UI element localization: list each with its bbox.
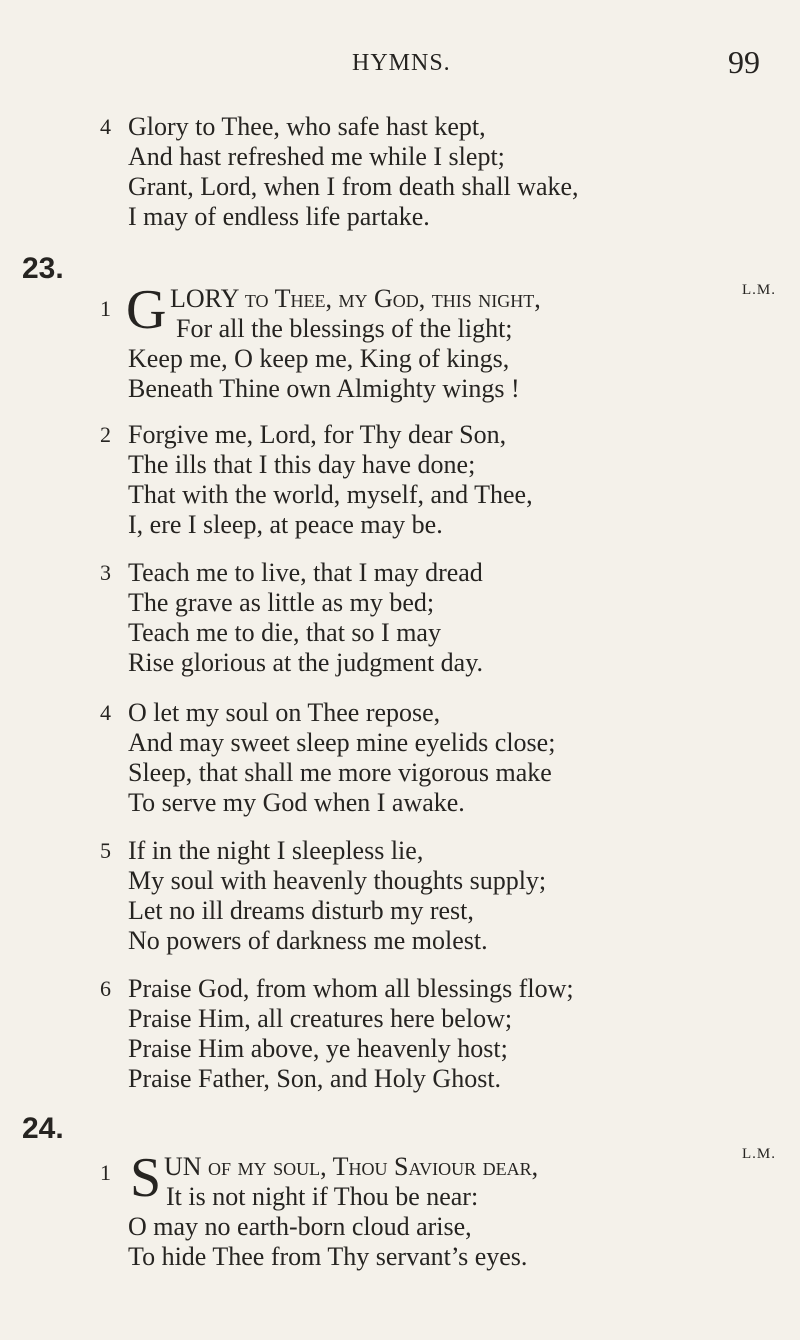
verse-line: I may of endless life partake. xyxy=(128,202,430,231)
hymn-number: 23. xyxy=(22,252,64,285)
verse-line: O may no earth-born cloud arise, xyxy=(128,1212,472,1241)
verse-line: Sleep, that shall me more vigorous make xyxy=(128,758,552,787)
hymn-number: 24. xyxy=(22,1112,64,1145)
verse-line: Rise glorious at the judgment day. xyxy=(128,648,484,677)
verse-number: 3 xyxy=(100,560,111,585)
verse-number: 6 xyxy=(100,976,111,1001)
verse-number: 5 xyxy=(100,838,111,863)
drop-cap: S xyxy=(130,1147,162,1209)
verse-line: That with the world, myself, and Thee, xyxy=(128,480,533,509)
verse-number: 2 xyxy=(100,422,111,447)
verse-line: Teach me to live, that I may dread xyxy=(128,558,483,587)
verse-line: Praise Him, all creatures here below; xyxy=(128,1004,513,1033)
verse-line: UN of my soul, Thou Saviour dear, xyxy=(164,1152,539,1181)
verse-line: If in the night I sleepless lie, xyxy=(128,836,424,865)
verse-line: It is not night if Thou be near: xyxy=(166,1182,479,1211)
verse-line: Let no ill dreams disturb my rest, xyxy=(128,896,474,925)
verse-line: I, ere I sleep, at peace may be. xyxy=(128,510,443,539)
verse-line: Praise God, from whom all blessings flow; xyxy=(128,974,574,1003)
verse-line: My soul with heavenly thoughts supply; xyxy=(128,866,547,895)
verse-number: 1 xyxy=(100,1160,111,1185)
running-header-title: HYMNS. xyxy=(352,50,451,76)
verse-line: Praise Father, Son, and Holy Ghost. xyxy=(128,1064,502,1093)
verse-line: And hast refreshed me while I slept; xyxy=(128,142,505,171)
verse-line: LORY to Thee, my God, this night, xyxy=(170,284,541,313)
verse-number: 1 xyxy=(100,296,111,321)
verse-line: No powers of darkness me molest. xyxy=(128,926,488,955)
verse-line: And may sweet sleep mine eyelids close; xyxy=(128,728,556,757)
drop-cap: G xyxy=(126,279,167,341)
verse-line: The grave as little as my bed; xyxy=(128,588,435,617)
verse-line: Glory to Thee, who safe hast kept, xyxy=(128,112,486,141)
verse-line: Praise Him above, ye heavenly host; xyxy=(128,1034,508,1063)
verse-line: Keep me, O keep me, King of kings, xyxy=(128,344,510,373)
verse-line: To hide Thee from Thy servant’s eyes. xyxy=(128,1242,528,1271)
meter-label: L.M. xyxy=(742,282,776,298)
verse-line: Grant, Lord, when I from death shall wake, xyxy=(128,172,579,201)
verse-line: The ills that I this day have done; xyxy=(128,450,476,479)
verse-line: For all the blessings of the light; xyxy=(176,314,513,343)
verse-number: 4 xyxy=(100,700,111,725)
verse-line: Beneath Thine own Almighty wings ! xyxy=(128,374,520,403)
verse-line: Teach me to die, that so I may xyxy=(128,618,441,647)
meter-label: L.M. xyxy=(742,1146,776,1162)
verse-line: To serve my God when I awake. xyxy=(128,788,465,817)
verse-line: O let my soul on Thee repose, xyxy=(128,698,441,727)
page-number: 99 xyxy=(728,44,760,80)
verse-line: Forgive me, Lord, for Thy dear Son, xyxy=(128,420,507,449)
verse-number: 4 xyxy=(100,114,111,139)
